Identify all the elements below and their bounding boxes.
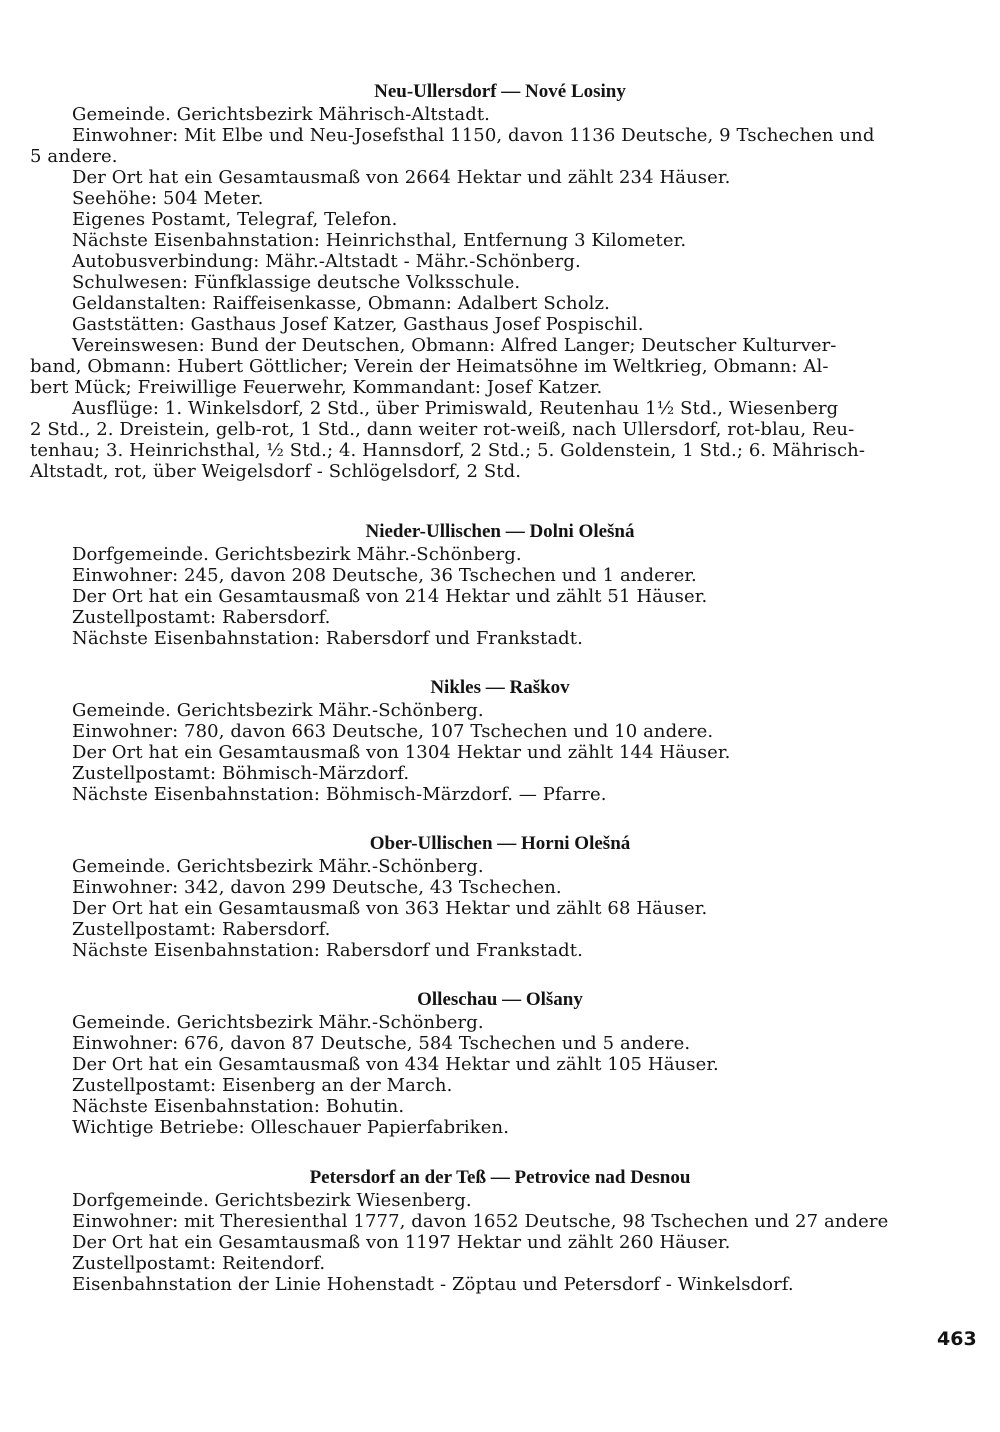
entry-line: Der Ort hat ein Gesamtausmaß von 363 Hektar und zählt 68 Häuser. [72, 898, 708, 919]
entry-line: Eigenes Postamt, Telegraf, Telefon. [72, 209, 398, 230]
entry-line: Schulwesen: Fünfklassige deutsche Volksschule. [72, 272, 521, 293]
entry-line: Einwohner: Mit Elbe und Neu-Josefsthal 1150, davon 1136 Deutsche, 9 Tschechen und [72, 125, 875, 146]
entry-line: Zustellpostamt: Rabersdorf. [72, 919, 331, 940]
entry-line: Gemeinde. Gerichtsbezirk Mähr.-Schönberg. [72, 856, 484, 877]
entry-line: Gemeinde. Gerichtsbezirk Mähr.-Schönberg. [72, 700, 484, 721]
entry-line: Zustellpostamt: Eisenberg an der March. [72, 1075, 453, 1096]
entry-line: Zustellpostamt: Rabersdorf. [72, 607, 331, 628]
entry-line: Einwohner: 342, davon 299 Deutsche, 43 Tschechen. [72, 877, 562, 898]
entry-line: bert Mück; Freiwillige Feuerwehr, Kommandant: Josef Katzer. [30, 377, 603, 398]
entry-line: Nächste Eisenbahnstation: Rabersdorf und Frankstadt. [72, 628, 583, 649]
entry-line: tenhau; 3. Heinrichsthal, ½ Std.; 4. Hannsdorf, 2 Std.; 5. Goldenstein, 1 Std.; 6. Mährisch- [30, 440, 866, 461]
entry-neu-ullersdorf [30, 80, 970, 482]
entry-line: Einwohner: 676, davon 87 Deutsche, 584 Tschechen und 5 andere. [72, 1033, 691, 1054]
entry-heading: Nikles — Raškov [430, 677, 570, 698]
entry-line: Der Ort hat ein Gesamtausmaß von 434 Hektar und zählt 105 Häuser. [72, 1054, 719, 1075]
entry-line: Ausflüge: 1. Winkelsdorf, 2 Std., über Primiswald, Reutenhau 1½ Std., Wiesenberg [72, 398, 839, 419]
entry-line: Seehöhe: 504 Meter. [72, 188, 264, 209]
entry-line: band, Obmann: Hubert Göttlicher; Verein der Heimatsöhne im Weltkrieg, Obmann: Al- [30, 356, 829, 377]
entry-olleschau [30, 988, 970, 1138]
entry-line: Einwohner: 780, davon 663 Deutsche, 107 Tschechen und 10 andere. [72, 721, 714, 742]
entry-heading: Olleschau — Olšany [417, 989, 583, 1010]
entry-line: Der Ort hat ein Gesamtausmaß von 214 Hektar und zählt 51 Häuser. [72, 586, 708, 607]
entry-line: Einwohner: mit Theresienthal 1777, davon 1652 Deutsche, 98 Tschechen und 27 andere [72, 1211, 889, 1232]
entry-line: 5 andere. [30, 146, 118, 167]
entry-line: Einwohner: 245, davon 208 Deutsche, 36 Tschechen und 1 anderer. [72, 565, 697, 586]
entry-line: Eisenbahnstation der Linie Hohenstadt - Zöptau und Petersdorf - Winkelsdorf. [72, 1274, 794, 1295]
entry-line: Gemeinde. Gerichtsbezirk Mähr.-Schönberg. [72, 1012, 484, 1033]
entry-line: Der Ort hat ein Gesamtausmaß von 2664 Hektar und zählt 234 Häuser. [72, 167, 731, 188]
entry-line: 2 Std., 2. Dreistein, gelb-rot, 1 Std., dann weiter rot-weiß, nach Ullersdorf, rot-blau, Reu- [30, 419, 855, 440]
entry-line: Zustellpostamt: Reitendorf. [72, 1253, 326, 1274]
entry-line: Wichtige Betriebe: Olleschauer Papierfabriken. [72, 1117, 510, 1138]
entry-line: Dorfgemeinde. Gerichtsbezirk Mähr.-Schönberg. [72, 544, 522, 565]
entry-heading: Neu-Ullersdorf — Nové Losiny [374, 81, 626, 102]
entry-line: Gaststätten: Gasthaus Josef Katzer, Gasthaus Josef Pospischil. [72, 314, 644, 335]
entry-line: Altstadt, rot, über Weigelsdorf - Schlögelsdorf, 2 Std. [30, 461, 522, 482]
entry-line: Dorfgemeinde. Gerichtsbezirk Wiesenberg. [72, 1190, 472, 1211]
entry-line: Der Ort hat ein Gesamtausmaß von 1197 Hektar und zählt 260 Häuser. [72, 1232, 731, 1253]
entry-heading: Nieder-Ullischen — Dolni Olešná [365, 521, 635, 542]
entry-line: Der Ort hat ein Gesamtausmaß von 1304 Hektar und zählt 144 Häuser. [72, 742, 731, 763]
entry-line: Gemeinde. Gerichtsbezirk Mährisch-Altstadt. [72, 104, 490, 125]
entry-line: Nächste Eisenbahnstation: Heinrichsthal, Entfernung 3 Kilometer. [72, 230, 687, 251]
entry-petersdorf [30, 1166, 970, 1295]
entry-line: Autobusverbindung: Mähr.-Altstadt - Mähr.-Schönberg. [72, 251, 581, 272]
entry-heading: Petersdorf an der Teß — Petrovice nad Desnou [309, 1167, 691, 1188]
page-number: 463 [937, 1328, 977, 1350]
entry-nikles [30, 676, 970, 805]
entry-line: Geldanstalten: Raiffeisenkasse, Obmann: Adalbert Scholz. [72, 293, 610, 314]
entry-ober-ullischen [30, 832, 970, 961]
entry-line: Nächste Eisenbahnstation: Bohutin. [72, 1096, 405, 1117]
entry-line: Nächste Eisenbahnstation: Böhmisch-Märzdorf. — Pfarre. [72, 784, 607, 805]
entry-line: Vereinswesen: Bund der Deutschen, Obmann: Alfred Langer; Deutscher Kulturver- [72, 335, 837, 356]
entry-heading: Ober-Ullischen — Horni Olešná [369, 833, 631, 854]
entry-line: Nächste Eisenbahnstation: Rabersdorf und Frankstadt. [72, 940, 583, 961]
entry-line: Zustellpostamt: Böhmisch-Märzdorf. [72, 763, 410, 784]
entry-nieder-ullischen [30, 520, 970, 649]
